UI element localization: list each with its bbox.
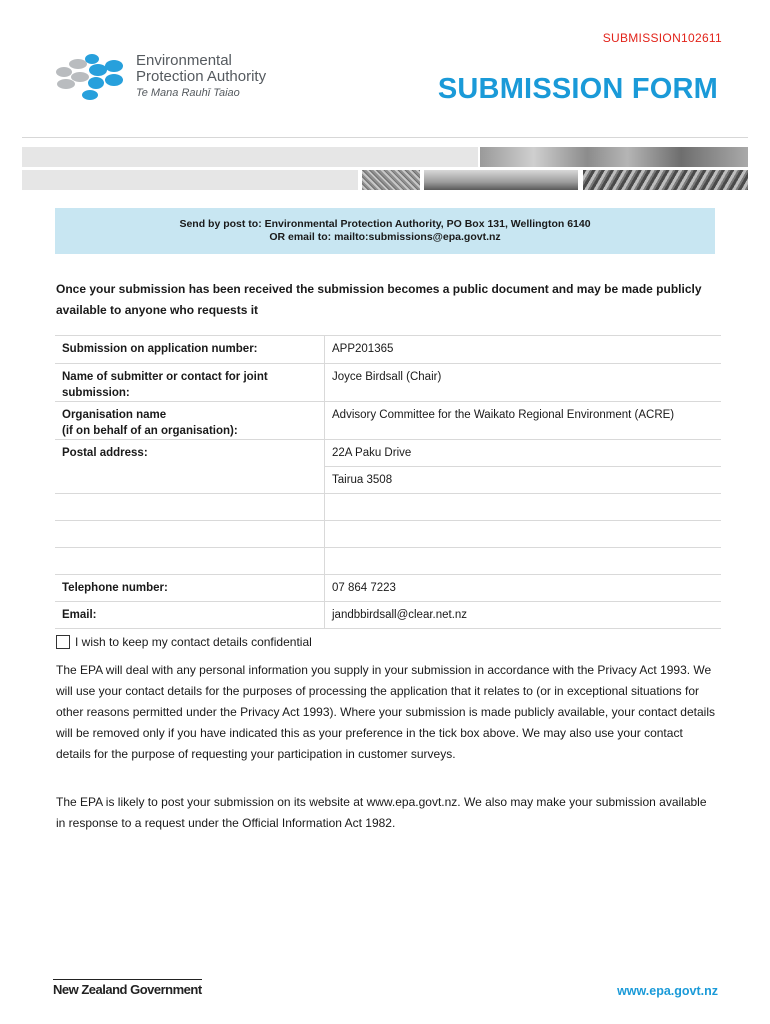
blank-cell — [55, 548, 325, 575]
organisation-label-line2: (if on behalf of an organisation): — [62, 425, 238, 437]
table-row — [55, 440, 721, 467]
table-row — [55, 336, 721, 364]
postal-address-line5-field[interactable] — [325, 548, 722, 575]
nz-government-logo — [53, 982, 202, 997]
table-row — [55, 364, 721, 402]
submitter-name-field[interactable]: Joyce Birdsall (Chair) — [325, 364, 722, 402]
email-instruction-line: OR email to: mailto:submissions@epa.govt.nz — [269, 231, 501, 243]
blank-cell — [55, 521, 325, 548]
confidential-label: I wish to keep my contact details confidential — [75, 635, 312, 649]
banner-photo-landscape — [480, 147, 748, 167]
postal-address-line4-field[interactable] — [325, 521, 722, 548]
banner-photo-sky — [424, 170, 578, 190]
banner-strip-top — [22, 147, 478, 167]
postal-address-line1-field[interactable]: 22A Paku Drive — [325, 440, 722, 467]
application-number-field[interactable]: APP201365 — [325, 336, 722, 364]
header-divider — [22, 137, 748, 138]
logo-line2: Protection Authority — [136, 67, 267, 85]
email-field[interactable]: jandbbirdsall@clear.net.nz — [325, 602, 722, 629]
banner-photo-gravel — [362, 170, 420, 190]
table-row — [55, 575, 721, 602]
logo-line3: Te Mana Rauhī Taiao — [136, 86, 240, 99]
telephone-field[interactable]: 07 864 7223 — [325, 575, 722, 602]
banner-strip-bottom — [22, 170, 358, 190]
table-row — [55, 402, 721, 440]
organisation-label-line1: Organisation name — [62, 409, 167, 421]
table-row — [55, 494, 721, 521]
organisation-name-field[interactable]: Advisory Committee for the Waikato Regional Environment (ACRE) — [325, 402, 722, 440]
application-number-label: Submission on application number: — [55, 336, 325, 364]
postal-address-label: Postal address: — [55, 440, 325, 467]
table-row — [55, 467, 721, 494]
publication-paragraph: The EPA is likely to post your submission on its website at www.epa.govt.nz. We also may make your submission available in response to a request under the Official Information Act 1982. — [56, 795, 707, 830]
logo-wordmark — [136, 53, 266, 99]
website-link[interactable]: www.epa.govt.nz — [617, 984, 718, 998]
postal-instructions-box — [55, 208, 715, 254]
confidential-checkbox[interactable] — [56, 635, 70, 649]
table-row — [55, 602, 721, 629]
nz-government-rule — [53, 979, 202, 980]
nz-government-text: New Zealand Government — [53, 982, 202, 997]
table-row — [55, 521, 721, 548]
form-title: SUBMISSION FORM — [437, 73, 718, 105]
banner-photo-fern — [583, 170, 748, 190]
table-row — [55, 548, 721, 575]
submitter-details-table — [55, 335, 721, 629]
submission-id: SUBMISSION102611 — [602, 31, 722, 45]
logo-line1: Environmental — [136, 52, 232, 69]
postal-address-line2-field[interactable]: Tairua 3508 — [325, 467, 722, 494]
email-label: Email: — [55, 602, 325, 629]
telephone-label: Telephone number: — [55, 575, 325, 602]
public-document-notice: Once your submission has been received the submission becomes a public document and may be made publicly available to anyone who requests it — [56, 282, 702, 317]
privacy-paragraph: The EPA will deal with any personal information you supply in your submission in accordance with the Privacy Act 1993. We will use your contact details for the purposes of processing the application that it relates to (or in exceptional situations for other reasons permitted under the Privacy Act 1993). Where your submission is made publicly available, your contact details will be removed only if you have indicated this as your preference in the tick box above. We may also use your contact details for the purpose of requesting your participation in customer surveys. — [56, 663, 715, 761]
postal-instruction-line: Send by post to: Environmental Protection Authority, PO Box 131, Wellington 6140 — [179, 218, 591, 230]
postal-address-label-blank — [55, 467, 325, 494]
confidential-option[interactable] — [56, 635, 312, 649]
submitter-name-label: Name of submitter or contact for joint submission: — [55, 364, 325, 402]
organisation-name-label — [55, 402, 325, 440]
blank-cell — [55, 494, 325, 521]
postal-address-line3-field[interactable] — [325, 494, 722, 521]
